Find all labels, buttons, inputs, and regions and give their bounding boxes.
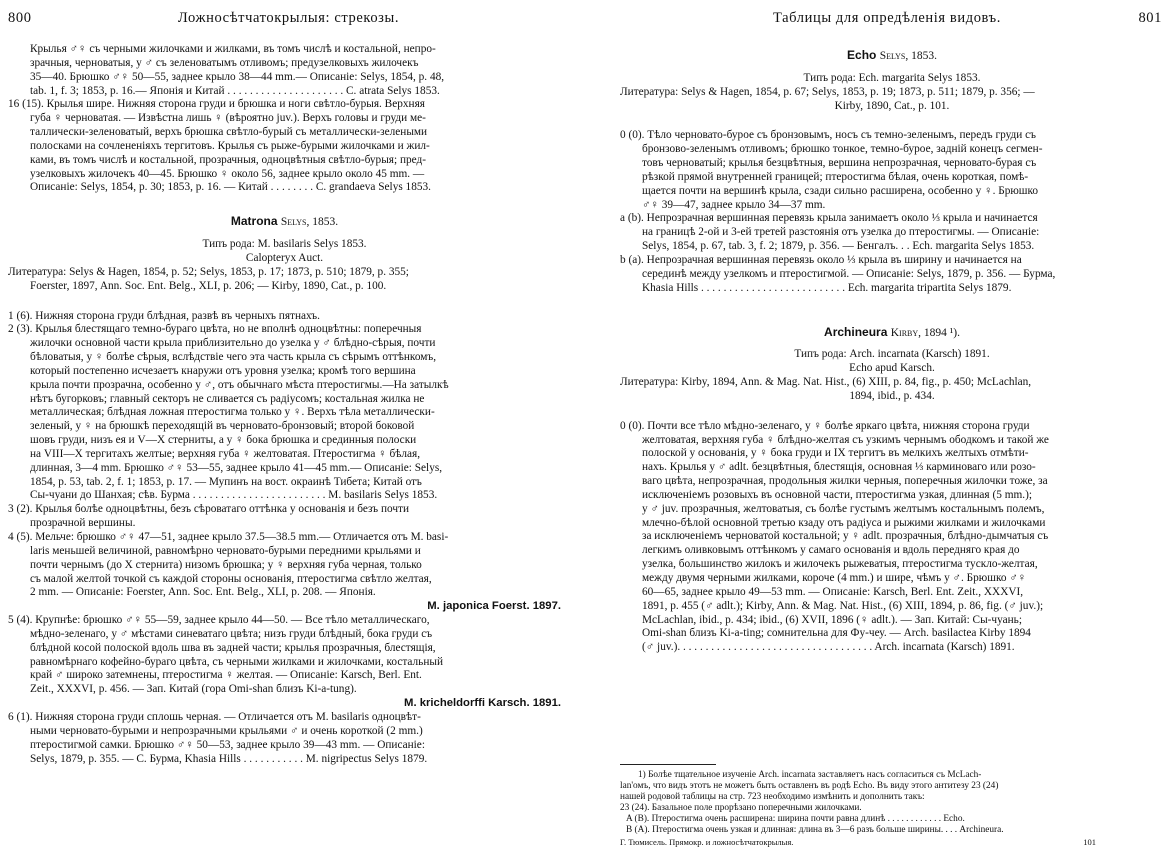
literature-block bbox=[620, 376, 1164, 404]
left-page-header bbox=[0, 8, 577, 30]
text-line: шовъ груди, низъ ея и V—X стерниты, а у ♀ бока брюшка и срединныя полоски bbox=[30, 434, 417, 447]
text-line: узелковыхъ жилочекъ 40—45. Брюшко ♀ около 56, заднее крыло около 45 mm. — bbox=[30, 167, 425, 180]
left-page bbox=[0, 0, 577, 863]
text-line: бронзово-зеленымъ отливомъ; брюшко тонкое, темно-бурое, задній конецъ сегмен- bbox=[642, 143, 1043, 156]
text-line: губа ♀ черноватая. — Извѣстна лишь ♀ (вѣроятно juv.). Верхъ головы и груди ме- bbox=[30, 112, 426, 125]
genus-name: Archineura bbox=[824, 324, 888, 339]
literature-block bbox=[8, 266, 561, 294]
key-entry bbox=[8, 614, 561, 711]
footnote-line: 23 (24). Базальное поле прорѣзано поперечными жилочками. bbox=[620, 802, 862, 813]
text-line: таллически-зеленоватый, верхъ брюшка свѣтло-бурый съ металлически-зелеными bbox=[30, 126, 428, 139]
text-line: Описаніе: Selys, 1854, p. 30; 1853, p. 16. — Китай . . . . . . . . C. grandaeva Selys 1853. bbox=[30, 181, 431, 194]
text-line: желтоватая, верхняя губа ♀ блѣдно-желтая съ узкимъ чернымъ ободкомъ и такой же bbox=[642, 433, 1049, 446]
text-line: щается почти на вершинѣ крыла, сзади сильно расширена, особенно у ♀. Брюшко bbox=[642, 184, 1039, 197]
text-line: съ малой желтой точкой съ каждой стороны основанія, птеростигма свѣтло желтая, bbox=[30, 572, 432, 585]
footnote-line: нашей родовой таблицы на стр. 723 необходимо измѣнить и дополнить такъ: bbox=[620, 791, 925, 802]
key-entry bbox=[620, 254, 1164, 296]
key-entry bbox=[8, 310, 561, 324]
text-line: на VIII—X тергитахъ желтые; верхняя губа ♀ желтоватая. Птеростигма ♀ бѣлая, bbox=[30, 447, 421, 460]
text-line: 5 (4). Крупнѣе: брюшко ♂♀ 55—59, заднее крыло 44—50. — Все тѣло металлическаго, bbox=[8, 614, 430, 627]
page-number: 800 bbox=[8, 10, 32, 26]
running-title: Ложносѣтчатокрылыя: стрекозы. bbox=[177, 10, 400, 26]
signature-line bbox=[620, 837, 1164, 848]
text-line: Foerster, 1897, Ann. Soc. Ent. Belg., XLI, p. 206; — Kirby, 1890, Cat., p. 100. bbox=[30, 279, 387, 292]
text-line: ными черновато-бурыми и непрозрачными крыльями ♂ и очень короткой (2 mm.) bbox=[30, 724, 423, 737]
text-line: Selys, 1879, p. 355. — С. Бурма, Khasia Hills . . . . . . . . . . . M. nigripectus Selys 1879. bbox=[30, 752, 428, 765]
key-entry bbox=[8, 323, 561, 503]
text-line: мѣдно-зеленаго, у ♂ мѣстами синеватаго цвѣта; низъ груди блѣдный, бока груди съ bbox=[30, 627, 433, 640]
text-line: птеростигмой самки. Брюшко ♂♀ 50—53, заднее крыло 39—43 mm. — Описаніе: bbox=[30, 738, 425, 751]
text-line: 0 (0). Тѣло черновато-бурое съ бронзовымъ, носъ съ темно-зеленымъ, передъ груди съ bbox=[620, 129, 1037, 142]
text-line: Zeit., XXXVI, p. 456. — Зап. Китай (гора Omi-shan близъ Ki-a-tung). bbox=[30, 683, 357, 696]
text-line: 6 (1). Нижняя сторона груди сплошь черная. — Отличается отъ M. basilaris одноцвѣт- bbox=[8, 710, 421, 723]
species-name: M. kricheldorffi Karsch. 1891. bbox=[404, 697, 561, 710]
synonym-line: Calopteryx Auct. bbox=[245, 251, 324, 264]
key-entry bbox=[8, 503, 561, 531]
text-line: ваго цвѣта, непрозрачная, продольныя жилки черныя, поперечныя жилочки тоже, за bbox=[642, 475, 1048, 488]
text-line: легкимъ оливковымъ оттѣнкомъ у самаго основанія и вдоль передняго края до bbox=[642, 544, 1020, 557]
key-entry bbox=[620, 212, 1164, 254]
footnote-line: lan'омъ, что видъ этотъ не можетъ быть оставленъ въ родѣ Echo. Въ виду этого антитезу 23 (24) bbox=[620, 780, 999, 791]
text-line: зрачныя, черноватыя, у ♂ съ зеленоватымъ отливомъ; предузелковыхъ жилочекъ bbox=[30, 56, 419, 69]
text-line: 60—65, заднее крыло 49—53 mm. — Описаніе: Karsch, Berl. Ent. Zeit., XXXVI, bbox=[642, 585, 1024, 598]
genus-author: Selys, 1853. bbox=[280, 216, 339, 229]
text-line: Литература: Selys & Hagen, 1854, p. 67; Selys, 1853, p. 19; 1873, p. 511; 1879, p. 356; — bbox=[620, 85, 1035, 98]
text-line: серединѣ между узелкомъ и птеростигмой. — Описаніе: Selys, 1879, p. 356. — Бурма, bbox=[642, 267, 1056, 280]
text-line: a (b). Непрозрачная вершинная перевязь крыла занимаетъ около ⅓ крыла и начинается bbox=[620, 212, 1038, 225]
text-line: 2 mm. — Описаніе: Foerster, Ann. Soc. Ent. Belg., XLI, p. 208. — Японія. bbox=[30, 586, 376, 599]
genus-name: Matrona bbox=[230, 214, 278, 229]
text-line: 1 (6). Нижняя сторона груди блѣдная, развѣ въ черныхъ пятнахъ. bbox=[8, 309, 320, 322]
continued-entry bbox=[8, 43, 561, 98]
text-line: 3 (2). Крылья болѣе одноцвѣтны, безъ сѣроватаго оттѣнка у основанія и безъ почти bbox=[8, 503, 410, 516]
genus-name: Echo bbox=[847, 48, 877, 62]
right-page-header bbox=[604, 8, 1170, 30]
text-line: крыла почти прозрачна, особенно у ♂, отъ обычнаго мѣста птеростигмы.—На затылкѣ bbox=[30, 378, 449, 391]
text-line: край ♂ широко затемнены, птеростигма ♀ желтая. — Описаніе: Karsch, Berl. Ent. bbox=[30, 669, 422, 682]
text-line: металлическая; блѣдная ложная птеростигма только у ♀. Верхъ тѣла металлически- bbox=[30, 406, 435, 419]
text-line: на границѣ 2-ой и 3-ей третей разстоянія отъ узелка до птеростигмы. — Описаніе: bbox=[642, 226, 1040, 239]
text-line: узелка, большинство жилокъ и жилочекъ рыжеватыя, птеростигма тускло-желтая, bbox=[642, 558, 1038, 571]
text-line: исключеніемъ розовыхъ въ основной части, птеростигма узкая, длинная (5 mm.); bbox=[642, 488, 1032, 501]
key-couplet-16 bbox=[8, 98, 561, 195]
text-line: равномѣрнаго кофейно-бураго цвѣта, съ черными жилками и жилочками, костальный bbox=[30, 655, 443, 668]
text-line: Khasia Hills . . . . . . . . . . . . . . . . . . . . . . . . . . Ech. margarita tripartita Selys 1879. bbox=[642, 281, 1012, 294]
footnotes bbox=[620, 770, 1164, 848]
running-title: Таблицы для опредѣленія видовъ. bbox=[773, 10, 1001, 26]
text-line: нахъ. Крылья у ♂ adlt. безцвѣтныя, блестящія, основная ⅓ карминоваго или розо- bbox=[642, 461, 1036, 474]
text-line: 1854, p. 53, tab. 2, f. 1; 1853, p. 17. — Мупинъ на вост. окраинѣ Тибета; Китай отъ bbox=[30, 475, 422, 488]
footnote-line: A (B). Птеростигма очень расширена: ширина почти равна длинѣ . . . . . . . . . . . . Echo. bbox=[626, 813, 965, 824]
key-entry bbox=[8, 711, 561, 766]
key-entry bbox=[8, 531, 561, 614]
text-line: Литература: Kirby, 1894, Ann. & Mag. Nat. Hist., (6) XIII, p. 84, fig., p. 450; McLachlan, bbox=[620, 376, 1032, 389]
text-line: ками, въ томъ числѣ и костальной, прозрачныя, одноцвѣтныя свѣтло-бурыя; пред- bbox=[30, 153, 427, 166]
page-number: 801 bbox=[1138, 10, 1162, 26]
key-entry bbox=[620, 129, 1164, 212]
text-line: 1891, p. 455 (♂ adlt.); Kirby, Ann. & Mag. Nat. Hist., (6) XIII, 1894, p. 86, fig. (♂ juv.); bbox=[642, 599, 1044, 612]
text-line: бѣловатыя, у ♀ болѣе сѣрыя, вслѣдствіе чего эта часть крыла съ сѣрымъ оттѣнкомъ, bbox=[30, 351, 437, 364]
type-species-line: Типъ рода: Ech. margarita Selys 1853. bbox=[803, 71, 981, 84]
right-page bbox=[604, 0, 1170, 863]
text-line: McLachlan, ibid., p. 434; ibid., (6) XVII, 1896 (♀ adlt.). — Зап. Китай: Сы-чуань; bbox=[642, 613, 1022, 626]
text-line: товъ черноватый; крылья безцвѣтныя, вершина непрозрачная, черновато-бурая съ bbox=[642, 157, 1037, 170]
footnote-line: 1) Болѣе тщательное изученіе Arch. incarnata заставляетъ насъ согласиться съ McLach- bbox=[638, 770, 982, 780]
text-line: tab. 1, f. 3; 1853, p. 16.— Японія и Китай . . . . . . . . . . . . . . . . . . . . . C. atrata Selys 1853. bbox=[30, 84, 440, 97]
text-line: длинная, 3—4 mm. Брюшко ♂♀ 53—55, заднее крыло 41—45 mm.— Описаніе: Selys, bbox=[30, 461, 443, 474]
text-line: 0 (0). Почти все тѣло мѣдно-зеленаго, у ♀ болѣе яркаго цвѣта, нижняя сторона груди bbox=[620, 419, 1030, 432]
text-line: жилочки основной части крыла приблизительно до узелка у ♂ блѣдно-сѣрыя, почти bbox=[30, 337, 436, 350]
genus-heading-matrona bbox=[8, 215, 561, 230]
type-species-line: Типъ рода: Arch. incarnata (Karsch) 1891. bbox=[794, 348, 990, 361]
text-line: который постепенно исчезаетъ кнаружи отъ уровня узелка; кромѣ того вершина bbox=[30, 364, 416, 377]
text-line: b (a). Непрозрачная вершинная перевязь около ⅓ крыла въ ширину и начинается на bbox=[620, 253, 1022, 266]
text-line: прозрачной вершины. bbox=[30, 517, 136, 530]
text-line: полоской у основанія, у ♀ бока груди и IX тергитъ въ мелкихъ желтыхъ отмѣти- bbox=[642, 447, 1029, 460]
signature-number: 101 bbox=[1083, 837, 1096, 848]
text-line: у ♂ juv. прозрачныя, желтоватыя, съ болѣе густымъ желтымъ костальнымъ полемъ, bbox=[642, 502, 1045, 515]
text-line: 2 (3). Крылья блестящаго темно-бураго цвѣта, но не вполнѣ одноцвѣтны: поперечныя bbox=[8, 323, 422, 336]
text-line: Selys, 1854, p. 67, tab. 3, f. 2; 1879, p. 356. — Бенгалъ. . . Ech. margarita Selys 1853. bbox=[642, 240, 1035, 253]
literature-block bbox=[620, 86, 1164, 114]
text-line: за исключеніемъ черноватой костальной; у ♀ adlt. прозрачныя, блѣдно-дымчатыя съ bbox=[642, 530, 1049, 543]
species-name: M. japonica Foerst. 1897. bbox=[427, 600, 561, 613]
text-line: 1894, ibid., p. 434. bbox=[849, 389, 935, 402]
genus-author: Selys, 1853. bbox=[879, 50, 937, 62]
text-line: полосками на сочлененіяхъ тергитовъ. Крылья съ рыже-бурыми жилочками и жил- bbox=[30, 139, 430, 152]
genus-heading-echo bbox=[620, 49, 1164, 64]
text-line: (♂ juv.). . . . . . . . . . . . . . . . . . . . . . . . . . . . . . . . . . . Arch. incarnata (Karsch) 1891. bbox=[642, 641, 1015, 654]
key-entry bbox=[620, 420, 1164, 655]
genus-author: Kirby, 1894 ¹). bbox=[890, 326, 960, 339]
footnote-line: B (A). Птеростигма очень узкая и длинная: длина въ 3—6 разъ больше ширины. . . . Archineura. bbox=[626, 824, 1004, 835]
text-line: Omi-shan близъ Ki-a-ting; сомнительна для Фу-чеу. — Arch. basilactea Kirby 1894 bbox=[642, 627, 1031, 640]
text-line: 35—40. Брюшко ♂♀ 50—55, заднее крыло 38—44 mm.— Описаніе: Selys, 1854, p. 48, bbox=[30, 70, 445, 83]
text-line: Сы-чуани до Шанхая; сѣв. Бурма . . . . . . . . . . . . . . . . . . . . . . . . M. basilaris Selys 1853. bbox=[30, 489, 438, 502]
synonym-line: Echo apud Karsch. bbox=[849, 362, 935, 375]
text-line: laris меньшей величиной, равномѣрно черновато-бурыми передними крыльями и bbox=[30, 544, 421, 557]
text-line: ♂♀ 39—47, заднее крыло 34—37 mm. bbox=[642, 198, 826, 211]
text-line: 16 (15). Крылья шире. Нижняя сторона груди и брюшка и ноги свѣтло-бурыя. Верхняя bbox=[8, 98, 425, 111]
signature-text: Г. Тюмисель. Прямокр. и ложносѣтчатокрылыя. bbox=[620, 837, 794, 848]
text-line: Крылья ♂♀ съ черными жилочками и жилками, въ томъ числѣ и костальной, непро- bbox=[30, 43, 436, 55]
text-line: почти чернымъ (до X стернита) низомъ брюшка; у ♀ верхняя губа черная, только bbox=[30, 558, 422, 571]
text-line: зеленый, у ♀ на брюшкѣ переходящій въ черновато-бронзовый; второй боковой bbox=[30, 420, 415, 433]
text-line: рѣзкой прямой внутренней границей; птеростигма бѣлая, очень короткая, помѣ- bbox=[642, 170, 1029, 183]
right-page-body bbox=[604, 30, 1170, 655]
text-line: Kirby, 1890, Cat., p. 101. bbox=[834, 99, 950, 112]
footnote-rule bbox=[620, 764, 716, 765]
text-line: нѣтъ бугорковъ; главный секторъ не сливается съ радіусомъ; костальная жилка не bbox=[30, 392, 425, 405]
type-species-line: Типъ рода: M. basilaris Selys 1853. bbox=[202, 238, 367, 251]
genus-heading-archineura bbox=[620, 326, 1164, 341]
text-line: блѣдной косой полоской вдоль шва въ задней части; крылья прозрачныя, блестящія, bbox=[30, 641, 436, 654]
text-line: Литература: Selys & Hagen, 1854, p. 52; Selys, 1853, p. 17; 1873, p. 510; 1879, p. 355; bbox=[8, 265, 409, 278]
text-line: 4 (5). Мельче: брюшко ♂♀ 47—51, заднее крыло 37.5—38.5 mm.— Отличается отъ M. basi- bbox=[8, 531, 449, 543]
left-page-body bbox=[0, 30, 577, 766]
text-line: между двумя черными жилками, короче (4 mm.) и шире, чѣмъ у ♂. Брюшко ♂♀ bbox=[642, 572, 1027, 584]
text-line: млечно-бѣлой основной третью кзаду отъ радіуса и рыжими жилками и жилочками bbox=[642, 516, 1046, 529]
